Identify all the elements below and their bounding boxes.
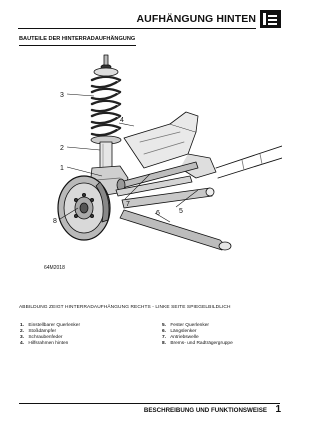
legend-text: Längslenker	[170, 329, 197, 335]
legend-number: 4.	[20, 341, 25, 347]
legend-item	[20, 341, 80, 347]
callout-4: 4	[120, 117, 124, 124]
suspension-diagram	[20, 50, 282, 276]
figure-caption: ABBILDUNG ZEIGT HINTERRADAUFHÄNGUNG RECHTS - LINKE SEITE SPIEGELBILDLICH	[19, 305, 231, 310]
callout-1: 1	[60, 165, 64, 172]
chassis-rail	[216, 146, 282, 178]
trailing-link	[120, 210, 226, 250]
header-rule	[18, 28, 256, 29]
section-title: BAUTEILE DER HINTERRADAUFHÄNGUNG	[19, 36, 136, 42]
strut-top-mount	[94, 55, 118, 76]
section-logo-icon	[260, 10, 281, 28]
legend-column-1	[20, 323, 80, 347]
legend-text: Fester Querlenker	[170, 323, 209, 328]
footer-section-title: BESCHREIBUNG UND FUNKTIONSWEISE	[143, 407, 267, 414]
legend-item	[162, 341, 233, 347]
footer-rule	[19, 403, 280, 404]
legend-number: 1.	[20, 323, 25, 328]
legend-column-2	[162, 323, 233, 347]
legend-text: Schraubenfeder	[28, 335, 63, 341]
callout-3: 3	[60, 92, 64, 99]
legend-number: 8.	[162, 341, 167, 347]
figure-id: 64M2018	[44, 265, 65, 271]
callout-2: 2	[60, 145, 64, 152]
page-header	[0, 0, 300, 34]
legend-number: 5.	[162, 323, 167, 328]
page-header-title: AUFHÄNGUNG HINTEN	[136, 13, 256, 25]
callout-5: 5	[179, 208, 183, 215]
callout-6: 6	[156, 210, 160, 217]
legend-text: Stoßdämpfer	[28, 329, 57, 335]
legend-text: Hilfsrahmen hinten	[28, 341, 69, 347]
callout-7: 7	[126, 201, 130, 208]
legend-number: 6.	[162, 329, 167, 335]
legend-number: 7.	[162, 335, 167, 341]
legend-text: Einstellbarer Querlenker	[28, 323, 81, 328]
page-number: 1	[275, 404, 281, 415]
legend-number: 2.	[20, 329, 25, 335]
callout-8: 8	[53, 218, 57, 225]
legend-text: Antriebswelle	[170, 335, 199, 341]
legend-text: Brems- und Radträgergruppe	[170, 341, 233, 347]
section-rule	[19, 45, 136, 46]
legend-number: 3.	[20, 335, 25, 341]
